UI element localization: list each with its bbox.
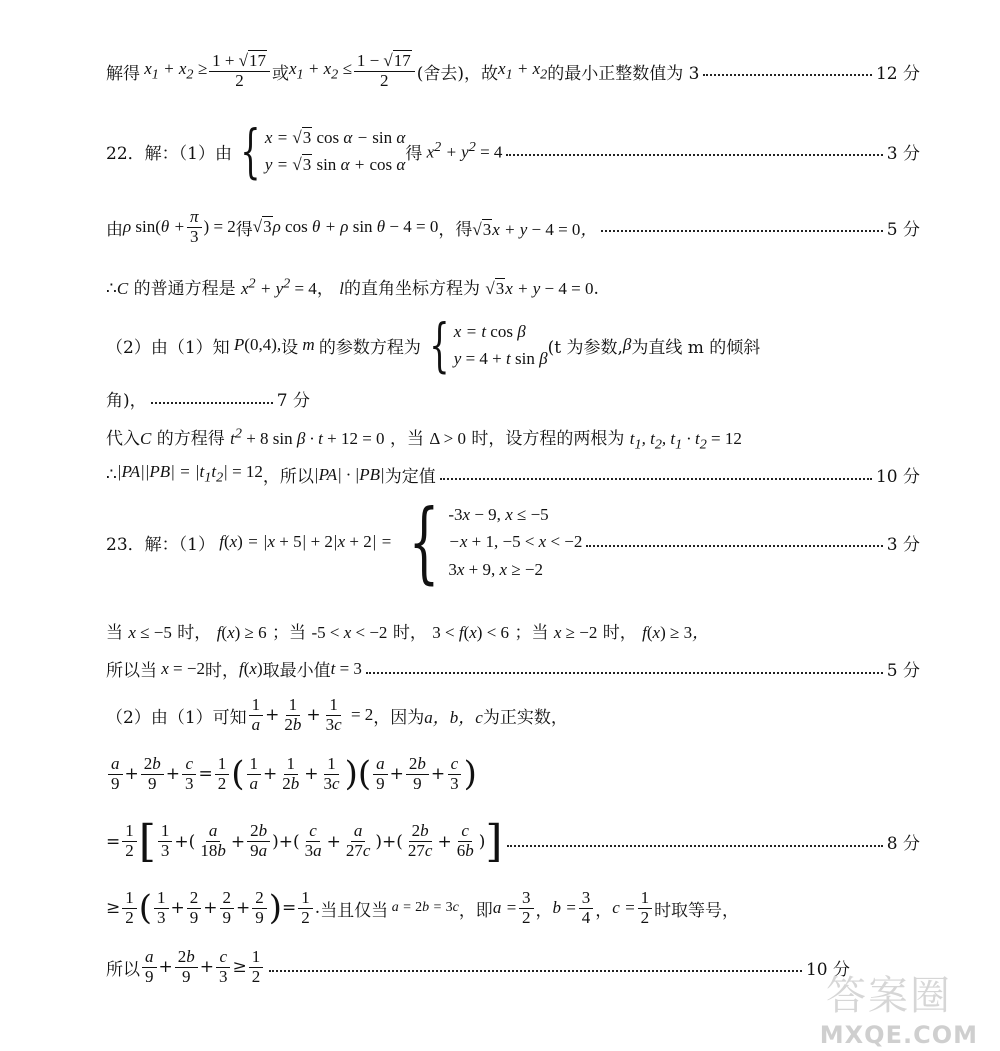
formula: $x_1 + x_2$ <box>498 58 548 83</box>
fraction: $\frac{\pi}{3}$ <box>187 208 202 246</box>
text: 时取等号， <box>654 900 740 921</box>
text: ∴ <box>106 464 117 485</box>
text: 23．解：（1） <box>106 534 215 555</box>
text: 或 <box>272 63 289 84</box>
text: 所以 <box>106 959 140 980</box>
equation-system: { x = t cos β y = 4 + t sin β <box>429 311 548 379</box>
line-16: 所以 $\frac{a}{9}$ + $\frac{2b}{9}$ + $\frac{c}{3}$ ≥ $\frac{1}{2}$ 10 分 <box>106 947 850 986</box>
text: 代入 <box>106 429 140 449</box>
text: ，所以 <box>262 467 314 487</box>
line-3 <box>106 208 920 246</box>
text: ；当 <box>272 623 307 643</box>
text: 当且仅当 <box>320 900 389 921</box>
text: 为定值 <box>384 467 436 487</box>
formula: $x_1 + x_2$ ≤ <box>289 58 352 83</box>
text: 为直线 m 的倾斜 <box>631 337 761 358</box>
text: 的参数方程为 <box>318 337 421 358</box>
watermark-logo: 答案圈 <box>826 973 952 1019</box>
dot-leader <box>151 402 273 404</box>
dot-leader <box>507 845 883 847</box>
text: ，当 <box>389 429 424 449</box>
text: 取最小值 <box>262 661 331 681</box>
line-8: ∴ $|PA||PB| = |t_1t_2| = 12$ ，所以 |PA| · |PB| 为定值 10 分 <box>106 462 920 487</box>
dot-leader <box>586 545 882 547</box>
text: (舍去)，故 <box>416 63 499 84</box>
text: 时， <box>204 661 239 681</box>
line-7: 代入C 的方程得 $t^2 + 8$ sin β · t + 12 = 0 ，当 Δ > 0 时，设方程的两根为 $t_1$, $t_2$, $t_1 \cdot t_2 = 12$ <box>106 425 742 453</box>
formula: ) = 2 <box>203 217 236 237</box>
score: 5 分 <box>886 219 920 240</box>
line-4: ∴C 的普通方程是 $x^2 + y^2 = 4$， l的直角坐标方程为 √3x + y − 4 = 0. <box>106 275 599 299</box>
text: 的方程得 <box>156 429 225 449</box>
watermark-url: MXQE.COM <box>819 1021 978 1049</box>
score: 12 分 <box>875 63 920 84</box>
dot-leader <box>440 478 872 480</box>
text: ，得 <box>438 219 473 240</box>
line-2 <box>106 117 920 185</box>
line-9: 23．解：（1） f(x) = |x + 5| + 2|x + 2| = { -3x − 9, x ≤ −5 −x + 1, −5 < x < −2 3x + 9, x ≥ −2 3 分 <box>106 490 920 593</box>
text: ；当 <box>514 623 549 643</box>
formula: $x^2 + y^2 = 4$ <box>422 139 503 162</box>
score: 3 分 <box>886 534 920 555</box>
text: 时， <box>392 623 427 643</box>
text: 得 <box>405 143 423 164</box>
score: 3 分 <box>886 143 920 164</box>
fraction: $\frac{1 + √17}{2}$ <box>209 52 270 90</box>
score: 10 分 <box>805 959 850 980</box>
formula: ρ sin(θ + <box>123 217 185 237</box>
score: 7 分 <box>276 391 310 411</box>
score: 8 分 <box>886 834 920 854</box>
formula: √3ρ cos θ + ρ sin θ − 4 = 0 <box>252 217 439 237</box>
text: （2）由（1）可知 <box>106 707 247 728</box>
score: 5 分 <box>886 661 920 681</box>
text: 设 <box>281 337 299 358</box>
text: 时， <box>602 623 637 643</box>
text: 角)， <box>106 391 147 411</box>
equation-system: { x = √3 cos α − sin α y = √3 sin α + cos α <box>240 117 406 185</box>
text: 得 <box>235 219 253 240</box>
text: （2）由（1）知 <box>106 337 230 358</box>
text: 的最小正整数值为 3 <box>547 63 700 84</box>
dot-leader <box>506 154 882 156</box>
text: 的直角坐标方程为 <box>343 279 480 299</box>
text: . <box>593 279 599 299</box>
dot-leader <box>269 970 802 972</box>
score: 10 分 <box>875 467 920 487</box>
line-6 <box>106 386 310 411</box>
text: 解得 <box>106 63 140 84</box>
fraction: $\frac{1 - √17}{2}$ <box>354 52 415 90</box>
line-12: （2）由（1）可知 $\frac{1}{a}$ + $\frac{1}{2b}$ + $\frac{1}{3c}$ = 2 ，因为 a，b，c 为正实数， <box>106 695 568 734</box>
text: (t 为参数, <box>547 337 623 358</box>
line-11: 所以当 x = −2 时， f(x) 取最小值 t = 3 5 分 <box>106 656 920 681</box>
formula: $x_1 + x_2$ ≥ <box>140 58 208 83</box>
line-15: ≥ $\frac{1}{2}$ ( $\frac{1}{3}$ + $\frac{2}{9}$ + $\frac{2}{9}$ + $\frac{2}{9}$ ) = $\frac{1}{2}$ . 当且仅当 a = 2b = 3c ，即 a = $\frac{3}{2}$ ， b = $\frac{3}{4}$ ， c = $\frac{1}{2}$ 时取等号， <box>106 887 740 928</box>
text: 当 <box>106 623 123 643</box>
line-5: （2）由（1）知 P(0,4), 设 m 的参数方程为 { x = t cos β y = 4 + t sin β (t 为参数, β 为直线 m 的倾斜 <box>106 311 761 379</box>
text: 的普通方程是 <box>133 279 236 299</box>
line-14: = $\frac{1}{2}$ [ $\frac{1}{3}$ +( $\frac{a}{18b}$ + $\frac{2b}{9a}$ )+( $\frac{c}{3a}$ + $\frac{a}{27c}$ )+( $\frac{2b}{27c}$ + $\frac{c}{6b}$ ) ] 8 分 <box>106 816 920 867</box>
text: ，因为 <box>373 707 425 728</box>
dot-leader <box>703 74 871 76</box>
line-1 <box>106 52 920 90</box>
text: 时， <box>177 623 212 643</box>
dot-leader <box>601 230 882 232</box>
piecewise-system: { -3x − 9, x ≤ −5 −x + 1, −5 < x < −2 3x + 9, x ≥ −2 <box>408 490 583 593</box>
formula: √3x + y − 4 = 0， <box>472 219 598 239</box>
text: 由 <box>106 219 123 240</box>
text: 为正实数， <box>482 707 568 728</box>
line-13: $\frac{a}{9}$ + $\frac{2b}{9}$ + $\frac{c}{3}$ = $\frac{1}{2}$ ( $\frac{1}{a}$ + $\frac{1}{2b}$ + $\frac{1}{3c}$ )( $\frac{a}{9}$ + $\frac{2b}{9}$ + $\frac{c}{3}$ ) <box>106 754 477 794</box>
text: ∴ <box>106 279 117 299</box>
text: 所以当 <box>106 661 157 681</box>
text: 22．解：（1）由 <box>106 143 232 164</box>
text: 时，设方程的两根为 <box>471 429 625 449</box>
text: ， <box>316 279 334 299</box>
text: ，即 <box>458 900 493 921</box>
line-10: 当 x ≤ −5 时， f(x) ≥ 6 ；当 -5 < x < −2 时， 3 < f(x) < 6 ；当 x ≥ −2 时， f(x) ≥ 3， <box>106 623 710 643</box>
dot-leader <box>366 672 883 674</box>
